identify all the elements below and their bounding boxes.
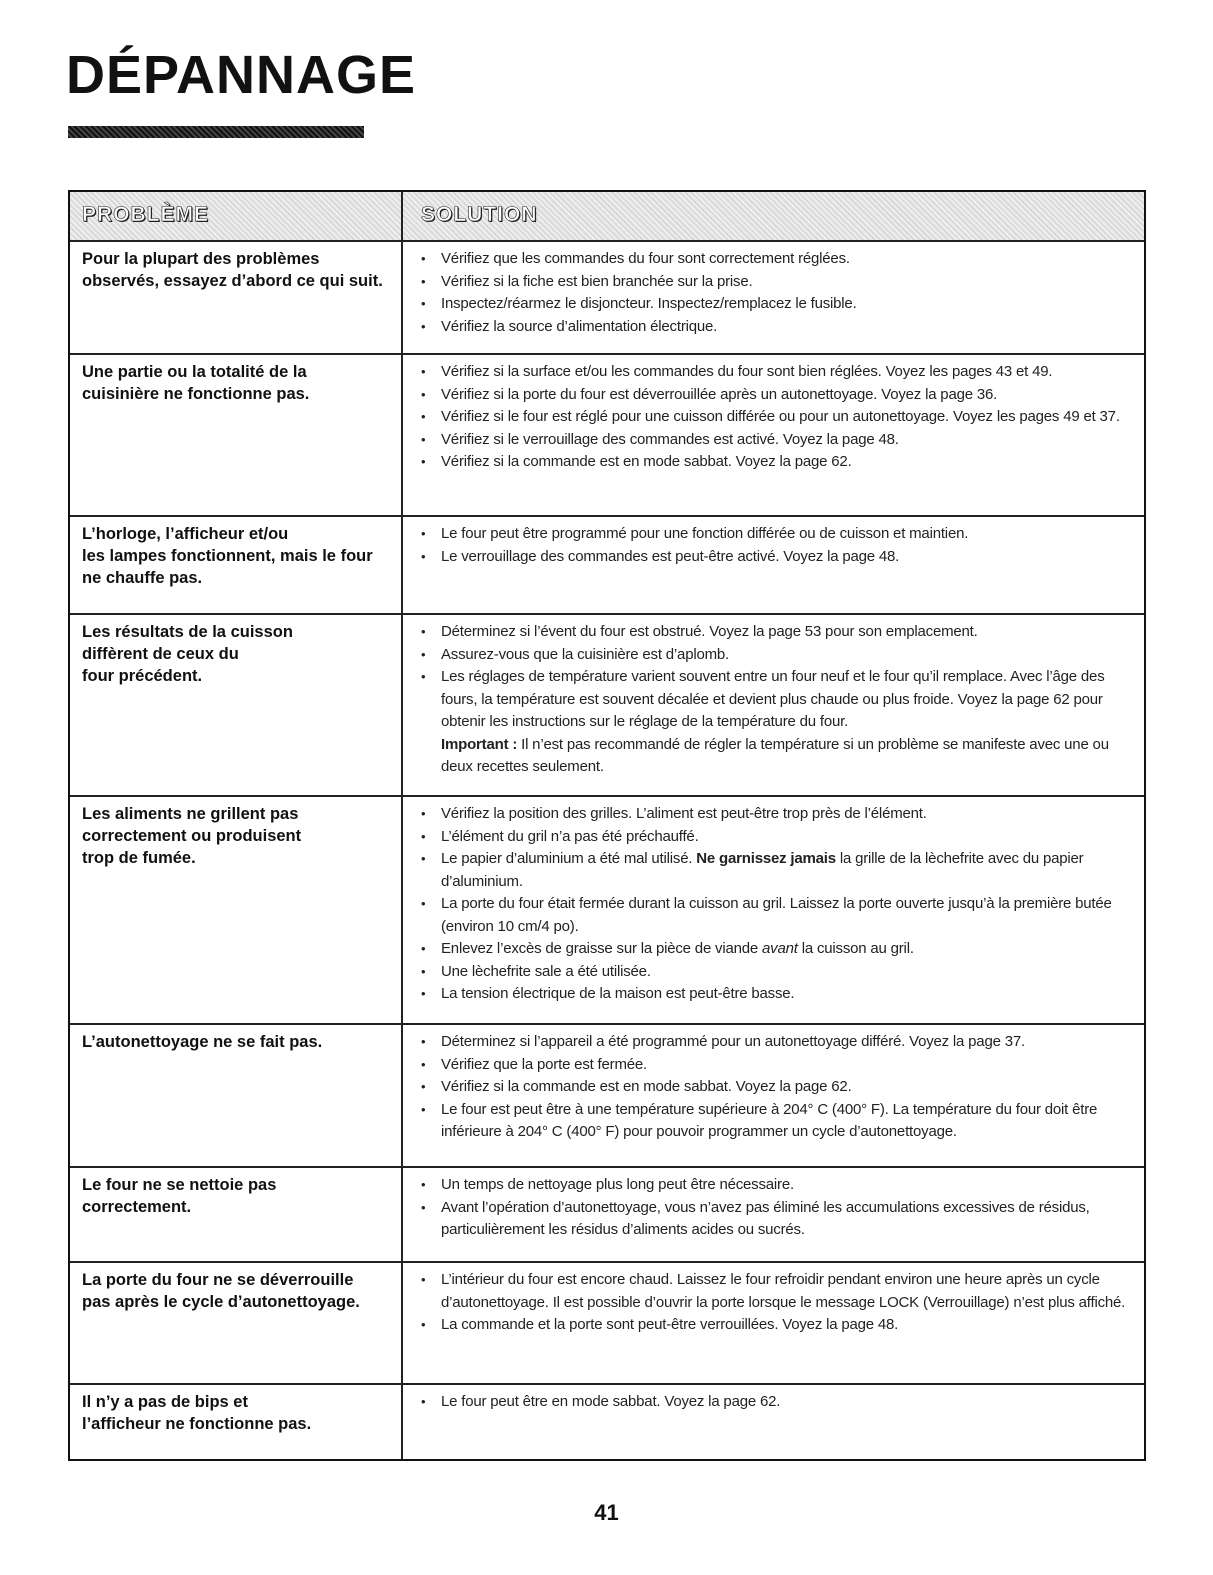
problem-text: Une partie ou la totalité de la cuisinière ne fonctionne pas. [82, 363, 310, 403]
table-row [70, 515, 1144, 613]
solution-item: • Vérifiez si la commande est en mode sabbat. Voyez la page 62. [421, 1076, 1132, 1099]
solution-cell [403, 242, 1144, 353]
solution-item: • Vérifiez si la porte du four est déverrouillée après un autonettoyage. Voyez la page 36. [421, 384, 1132, 407]
solution-cell [403, 1168, 1144, 1261]
solution-item: • Vérifiez si le verrouillage des commandes est activé. Voyez la page 48. [421, 429, 1132, 452]
title-underline [68, 126, 364, 138]
solution-item: • Vérifiez la source d’alimentation électrique. [421, 316, 1132, 339]
problem-text: Il n’y a pas de bips et l’afficheur ne fonctionne pas. [82, 1393, 312, 1433]
header-solution: SOLUTION [421, 203, 538, 226]
solution-item: • Assurez-vous que la cuisinière est d’aplomb. [421, 644, 1132, 667]
solution-list [421, 1269, 1132, 1337]
solution-item: • Un temps de nettoyage plus long peut être nécessaire. [421, 1174, 1132, 1197]
solution-cell [403, 517, 1144, 613]
page-number: 41 [594, 1500, 619, 1525]
solution-cell [403, 1263, 1144, 1383]
solution-item: • Vérifiez si la fiche est bien branchée sur la prise. [421, 271, 1132, 294]
solution-item-text: Les réglages de température varient souvent entre un four neuf et le four qu’il remplace. Avec l’âge des fours, la température est souvent décalée et devient plus chaude ou plus froide. Voyez la page 62 pour obtenir les instructions sur le réglage de la température du four. [441, 668, 1105, 730]
fat-emphasis: avant [762, 940, 798, 957]
solution-item: • L’intérieur du four est encore chaud. Laissez le four refroidir pendant environ une heure après un cycle d’autonettoyage. Il est possible d’ouvrir la porte lorsque le message LOCK (Verrouillage) n’est plus affiché. [421, 1269, 1132, 1314]
foil-text-start: Le papier d’aluminium a été mal utilisé. [441, 850, 697, 867]
solution-item: • Vérifiez la position des grilles. L’aliment est peut-être trop près de l’élément. [421, 803, 1132, 826]
important-label: Important : [441, 735, 518, 753]
solution-item: • Le four peut être en mode sabbat. Voyez la page 62. [421, 1391, 1132, 1414]
problem-cell [70, 615, 403, 795]
solution-list [421, 1031, 1132, 1144]
solution-cell [403, 797, 1144, 1023]
problem-cell [70, 797, 403, 1023]
important-text: Il n’est pas recommandé de régler la température si un problème se manifeste avec une ou deux recettes seulement. [441, 735, 1109, 775]
solution-cell [403, 615, 1144, 795]
problem-cell [70, 355, 403, 515]
solution-list [421, 523, 1132, 568]
solution-item: • Vérifiez que les commandes du four sont correctement réglées. [421, 248, 1132, 271]
fat-text-start: Enlevez l’excès de graisse sur la pièce de viande [441, 940, 763, 957]
solution-cell [403, 1385, 1144, 1459]
table-row [70, 1166, 1144, 1261]
solution-list [421, 248, 1132, 338]
solution-list [421, 1174, 1132, 1242]
table-row [70, 1261, 1144, 1383]
table-row [70, 353, 1144, 515]
foil-warning: Ne garnissez jamais [696, 850, 836, 867]
problem-cell [70, 242, 403, 353]
problem-cell [70, 1025, 403, 1166]
page-title: DÉPANNAGE [66, 45, 417, 105]
solution-item: • La commande et la porte sont peut-être verrouillées. Voyez la page 48. [421, 1314, 1132, 1337]
solution-list [421, 803, 1132, 1006]
solution-item: • Déterminez si l’évent du four est obstrué. Voyez la page 53 pour son emplacement. [421, 621, 1132, 644]
solution-item: • Vérifiez si le four est réglé pour une cuisson différée ou pour un autonettoyage. Voyez les pages 49 et 37. [421, 406, 1132, 429]
solution-item [421, 666, 1132, 779]
problem-text: Les aliments ne grillent pas correctement ou produisent trop de fumée. [82, 805, 302, 867]
solution-item: • Une lèchefrite sale a été utilisée. [421, 961, 1132, 984]
important-note [441, 734, 1132, 779]
foil-text-end: la grille de la lèchefrite avec du papier d’aluminium. [441, 850, 1084, 890]
solution-list [421, 1391, 1132, 1414]
problem-cell [70, 1263, 403, 1383]
table-header-row [70, 192, 1144, 240]
header-solution-cell [403, 192, 1144, 240]
solution-item: • Avant l’opération d’autonettoyage, vous n’avez pas éliminé les accumulations excessives de résidus, particulièrement les résidus d’aliments acides ou sucrés. [421, 1197, 1132, 1242]
solution-item: • Vérifiez si la surface et/ou les commandes du four sont bien réglées. Voyez les pages 43 et 49. [421, 361, 1132, 384]
solution-cell [403, 355, 1144, 515]
problem-cell [70, 517, 403, 613]
solution-item: • Inspectez/réarmez le disjoncteur. Inspectez/remplacez le fusible. [421, 293, 1132, 316]
solution-item: • Vérifiez que la porte est fermée. [421, 1054, 1132, 1077]
solution-item: • Vérifiez si la commande est en mode sabbat. Voyez la page 62. [421, 451, 1132, 474]
problem-text: L’horloge, l’afficheur et/ou les lampes fonctionnent, mais le four ne chauffe pas. [82, 525, 373, 587]
solution-item: • Déterminez si l’appareil a été programmé pour un autonettoyage différé. Voyez la page 37. [421, 1031, 1132, 1054]
table-row [70, 795, 1144, 1023]
solution-list [421, 361, 1132, 474]
problem-text: L’autonettoyage ne se fait pas. [82, 1033, 323, 1051]
solution-item: • Le verrouillage des commandes est peut-être activé. Voyez la page 48. [421, 546, 1132, 569]
solution-cell [403, 1025, 1144, 1166]
solution-item [421, 848, 1132, 893]
troubleshooting-table [68, 190, 1146, 1461]
fat-text-end: la cuisson au gril. [797, 940, 914, 957]
solution-item: • La porte du four était fermée durant la cuisson au gril. Laissez la porte ouverte jusqu’à la première butée (environ 10 cm/4 po). [421, 893, 1132, 938]
problem-text: Pour la plupart des problèmes observés, essayez d’abord ce qui suit. [82, 250, 383, 290]
solution-item: • Le four est peut être à une température supérieure à 204° C (400° F). La température du four doit être inférieure à 204° C (400° F) pour pouvoir programmer un cycle d’autonettoyage. [421, 1099, 1132, 1144]
table-row [70, 240, 1144, 353]
solution-item: • La tension électrique de la maison est peut-être basse. [421, 983, 1132, 1006]
table-row [70, 1023, 1144, 1166]
problem-text: Les résultats de la cuisson diffèrent de ceux du four précédent. [82, 623, 293, 685]
solution-item: • L’élément du gril n’a pas été préchauffé. [421, 826, 1132, 849]
header-problem-cell [70, 192, 403, 240]
table-row [70, 1383, 1144, 1459]
problem-text: La porte du four ne se déverrouille pas après le cycle d’autonettoyage. [82, 1271, 360, 1311]
problem-text: Le four ne se nettoie pas correctement. [82, 1176, 277, 1216]
solution-item: • Le four peut être programmé pour une fonction différée ou de cuisson et maintien. [421, 523, 1132, 546]
problem-cell [70, 1168, 403, 1261]
header-problem: PROBLÈME [82, 203, 210, 226]
solution-list [421, 621, 1132, 779]
problem-cell [70, 1385, 403, 1459]
table-row [70, 613, 1144, 795]
solution-item [421, 938, 1132, 961]
